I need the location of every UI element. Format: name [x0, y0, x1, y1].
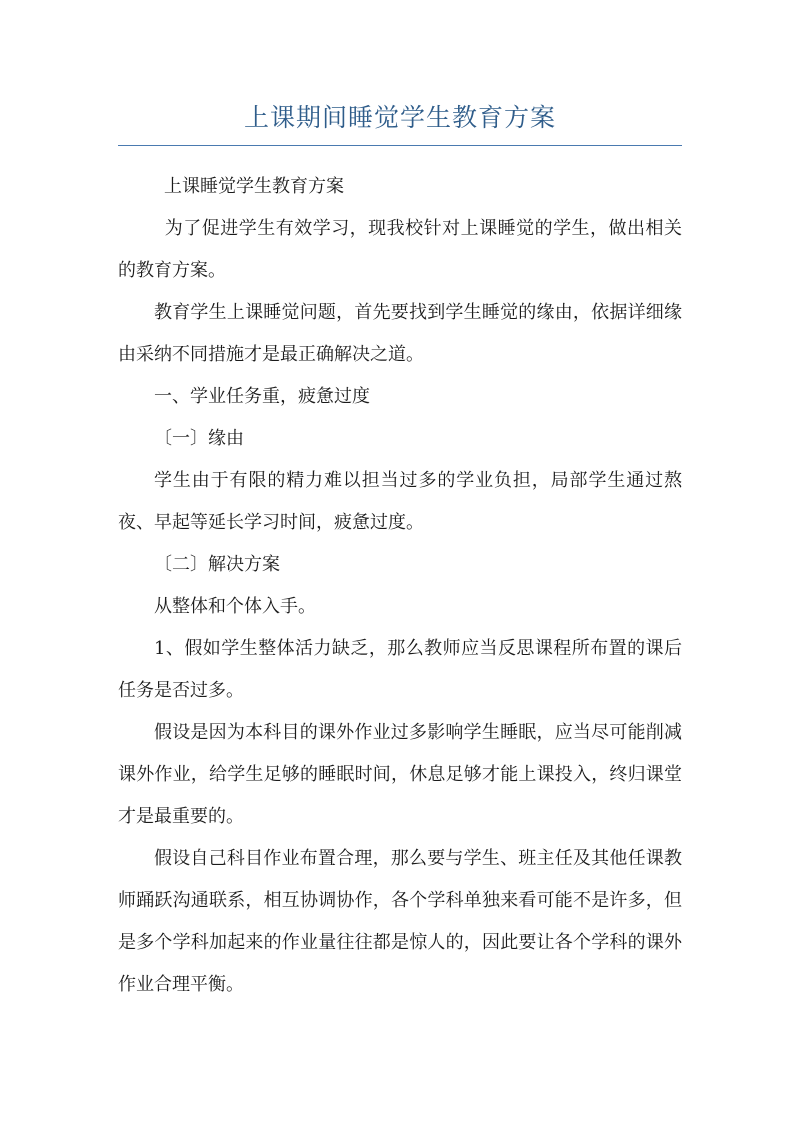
- body-paragraph: 从整体和个体入手。: [154, 596, 316, 617]
- subsection-heading: 〔一〕缘由: [154, 428, 244, 449]
- body-paragraph: 教育学生上课睡觉问题，首先要找到学生睡觉的缘由，依据详细缘由采纳不同措施才是最正确解决之道。: [118, 302, 682, 365]
- body-paragraph: 假设自己科目作业布置合理，那么要与学生、班主任及其他任课教师踊跃沟通联系，相互协调协作，各个学科单独来看可能不是许多，但是多个学科加起来的作业量往往都是惊人的，因此要让各个学科的课外作业合理平衡。: [118, 848, 682, 995]
- body-paragraph: 为了促进学生有效学习，现我校针对上课睡觉的学生，做出相关的教育方案。: [118, 218, 682, 281]
- body-paragraph: 假设是因为本科目的课外作业过多影响学生睡眠，应当尽可能削减课外作业，给学生足够的睡眠时间，休息足够才能上课投入，终归课堂才是最重要的。: [118, 722, 682, 827]
- title-underline: [118, 145, 682, 146]
- body-paragraph: 1、假如学生整体活力缺乏，那么教师应当反思课程所布置的课后任务是否过多。: [118, 638, 682, 701]
- section-heading: 一、学业任务重，疲惫过度: [154, 386, 370, 407]
- body-paragraph: 学生由于有限的精力难以担当过多的学业负担，局部学生通过熬夜、早起等延长学习时间，疲惫过度。: [118, 470, 682, 533]
- document-body: [118, 166, 682, 1006]
- subsection-heading: 〔二〕解决方案: [154, 554, 280, 575]
- document-title: 上课期间睡觉学生教育方案: [243, 103, 556, 132]
- subtitle-paragraph: 上课睡觉学生教育方案: [164, 176, 344, 197]
